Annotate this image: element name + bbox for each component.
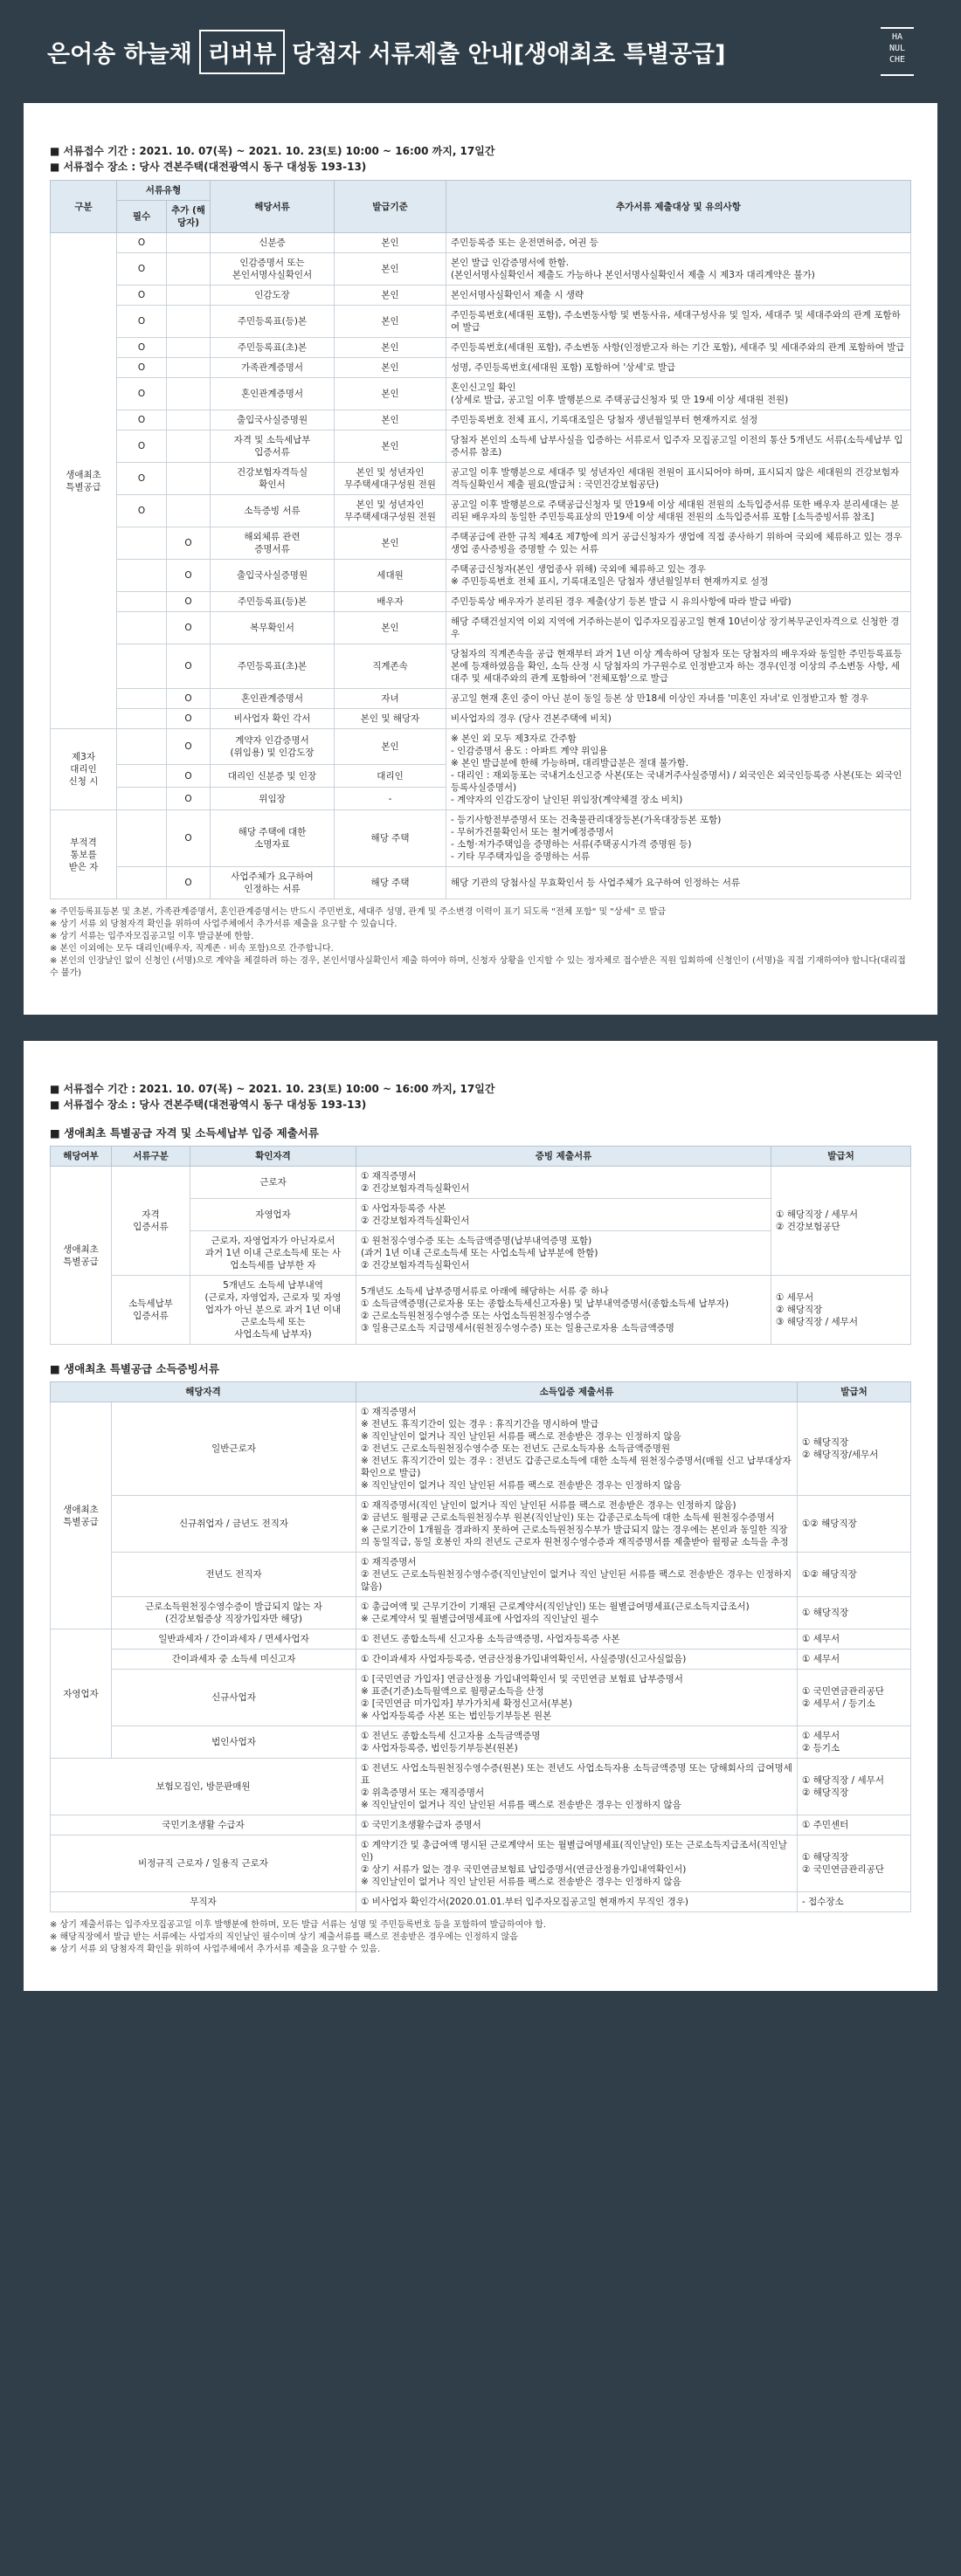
issuer: ① 주민센터	[798, 1815, 911, 1836]
note-line: ※ 상기 서류는 입주자모집공고일 이후 발급분에 한함.	[50, 932, 254, 941]
col-doc-category: 서류구분	[112, 1147, 190, 1167]
document-name: 주민등록표(등)본	[211, 592, 335, 612]
table-row	[51, 1402, 911, 1496]
income-docs: ① 전년도 사업소득원천징수영수증(원본) 또는 전년도 사업소득자용 소득금액증명 또는 당해회사의 급여명세표 ② 위촉증명서 또는 재직증명서 ※ 직인날인이 없거나 직인 날인된 서류를 팩스로 전송받은 경우는 인정하지 않음	[356, 1759, 798, 1815]
issue-basis: 본인 및 성년자인 무주택세대구성원 전원	[335, 463, 446, 495]
required-mark: O	[117, 358, 167, 378]
document-note: 주민등록번호 전체 표시, 기록대조일은 당첨자 생년월일부터 현재까지로 설정	[446, 410, 911, 430]
col-document: 해당서류	[211, 181, 335, 233]
section-required-documents	[24, 103, 937, 1015]
document-note: 해당 기관의 당첨사실 무효확인서 등 사업주체가 요구하여 인정하는 서류	[446, 867, 911, 899]
issue-basis: 본인	[335, 233, 446, 253]
issuer: ① 세무서	[798, 1650, 911, 1670]
income-docs: ① 재직증명서(직인 날인이 없거나 직인 날인된 서류를 팩스로 전송받은 경우는 인정하지 않음) ② 금년도 월평균 근로소득원천징수부 원본(직인날인) 또는 갑종근로소득에 대한 소득세 원천징수증명서 ※ 근로기간이 1개월을 경과하지 못하여 근로소득원천징수부가 발급되지 않는 경우에는 본인과 동일한 직장의 동일직급, 동일 호봉인 자의 전년도 근로자 원천징수영수증과 재직증명서를 제출받아 월평균 소득을 추정	[356, 1496, 798, 1553]
required-mark: O	[117, 430, 167, 463]
issue-basis: 세대원	[335, 560, 446, 592]
document-note: 공고일 이후 발행분으로 주택공급신청자 및 만19세 이상 세대원 전원의 소득입증서류 또한 배우자 분리세대는 분리된 배우자의 동일한 주민등록표상의 만19세 이상 세대원 전원의 소득입증서류 포함 [소득증빙서류 참조]	[446, 495, 911, 527]
issue-basis: -	[335, 788, 446, 810]
issue-basis: 본인	[335, 338, 446, 358]
col-notes: 추가서류 제출대상 및 유의사항	[446, 181, 911, 233]
issue-basis: 자녀	[335, 689, 446, 709]
issuer: - 접수장소	[798, 1892, 911, 1912]
required-mark	[117, 560, 167, 592]
qualification: 근로소득원천징수영수증이 발급되지 않는 자 (건강보험증상 직장가입자만 해당)	[112, 1597, 356, 1629]
issue-basis: 직계존속	[335, 644, 446, 689]
document-note: 주택공급에 관한 규칙 제4조 제7항에 의거 공급신청자가 생업에 직접 종사하기 위하여 국외에 체류하고 있는 경우 생업 종사증빙을 증명할 수 있는 서류	[446, 527, 911, 560]
issue-basis: 본인	[335, 378, 446, 410]
additional-mark: O	[167, 709, 211, 729]
qualification-table	[50, 1146, 911, 1345]
required-mark: O	[117, 286, 167, 306]
issue-basis: 본인	[335, 306, 446, 338]
document-note: 주민등록상 배우자가 분리된 경우 제출(상기 등본 발급 시 유의사항에 따라 발급 바람)	[446, 592, 911, 612]
table-row	[51, 286, 911, 306]
table-row	[51, 709, 911, 729]
issue-basis: 해당 주택	[335, 867, 446, 899]
qualification: 법인사업자	[112, 1726, 356, 1759]
document-note: 주민등록번호(세대원 포함), 주소변동 사항(인정받고자 하는 기간 포함), 세대주 및 세대주와의 관계 포함하여 발급	[446, 338, 911, 358]
document-note: ※ 본인 외 모두 제3자로 간주함 - 인감증명서 용도 : 아파트 계약 위임용 ※ 본인 발급분에 한해 가능하며, 대리발급분은 절대 불가함. - 대리인 : 재외동포는 국내거소신고증 사본(또는 국내거주사실증명서) / 외국인은 외국인등록증 사본(또는 외국인등록사실증명서) - 계약자의 인감도장이 날인된 위임장(계약체결 장소 비치)	[446, 729, 911, 810]
section-income-documents	[24, 1041, 937, 1991]
required-mark	[117, 612, 167, 644]
title-boxed-word: 리버뷰	[199, 30, 285, 74]
required-mark: O	[117, 253, 167, 286]
additional-mark: O	[167, 644, 211, 689]
table-row	[51, 1496, 911, 1553]
document-name: 사업주체가 요구하여 인정하는 서류	[211, 867, 335, 899]
group-label: 생애최초 특별공급	[51, 233, 117, 729]
table-row	[51, 338, 911, 358]
document-note: 주택공급신청자(본인 생업종사 위해) 국외에 체류하고 있는 경우 ※ 주민등록번호 전체 표시, 기록대조일은 당첨자 생년월일부터 현재까지로 설정	[446, 560, 911, 592]
required-mark: O	[117, 463, 167, 495]
required-mark	[117, 527, 167, 560]
table-row	[51, 1815, 911, 1836]
col-proof-docs: 증빙 제출서류	[356, 1147, 771, 1167]
document-name: 건강보험자격득실 확인서	[211, 463, 335, 495]
issue-basis: 본인	[335, 358, 446, 378]
additional-mark	[167, 253, 211, 286]
qualification: 전년도 전직자	[112, 1553, 356, 1597]
issuer: ① 국민연금관리공단 ② 세무서 / 등기소	[798, 1670, 911, 1726]
issuer: ① 해당직장 ② 해당직장/세무서	[798, 1402, 911, 1496]
qualification: 자영업자	[190, 1199, 356, 1231]
additional-mark	[167, 306, 211, 338]
table-row	[51, 1553, 911, 1597]
note-line: ※ 상기 서류 외 당첨자격 확인을 위하여 사업주체에서 추가서류 제출을 요구할 수 있습니다.	[50, 920, 398, 929]
required-mark	[117, 810, 167, 867]
table-row	[51, 233, 911, 253]
income-docs: ① 국민기초생활수급자 증명서	[356, 1815, 798, 1836]
issuer: ① 해당직장 / 세무서 ② 건강보험공단	[771, 1167, 911, 1276]
table-header-row	[51, 1382, 911, 1402]
document-name: 위임장	[211, 788, 335, 810]
table-row	[51, 729, 911, 765]
table-row	[51, 378, 911, 410]
proof-docs: ① 사업자등록증 사본 ② 건강보험자격득실확인서	[356, 1199, 771, 1231]
qualification: 보험모집인, 방문판매원	[51, 1759, 356, 1815]
group-label: 생애최초 특별공급	[51, 1402, 112, 1629]
note-line: ※ 해당직장에서 발급 받는 서류에는 사업자의 직인날인 필수이며 상기 제출서류를 팩스로 전송받은 경우에는 인정하지 않음	[50, 1932, 518, 1942]
issue-basis: 본인	[335, 410, 446, 430]
brand-logo: HA NUL CHE	[881, 27, 914, 76]
additional-mark	[167, 358, 211, 378]
document-name: 소득증빙 서류	[211, 495, 335, 527]
additional-mark: O	[167, 612, 211, 644]
submission-place: ■ 서류접수 장소 : 당사 견본주택(대전광역시 동구 대성동 193-13)	[50, 161, 366, 173]
col-issue-basis: 발급기준	[335, 181, 446, 233]
note-line: ※ 상기 제출서류는 입주자모집공고일 이후 발행분에 한하며, 모든 발급 서류는 성명 및 주민등록번호 등을 포함하여 발급하여야 함.	[50, 1920, 546, 1930]
qualification: 신규취업자 / 금년도 전직자	[112, 1496, 356, 1553]
additional-mark: O	[167, 810, 211, 867]
issue-basis: 본인	[335, 286, 446, 306]
additional-mark: O	[167, 527, 211, 560]
qualification: 5개년도 소득세 납부내역 (근로자, 자영업자, 근로자 및 자영 업자가 아닌 분으로 과거 1년 이내 근로소득세 또는 사업소득세 납부자)	[190, 1276, 356, 1345]
table-row	[51, 1892, 911, 1912]
doc-category: 소득세납부 입증서류	[112, 1276, 190, 1345]
table-row	[51, 689, 911, 709]
table-row	[51, 463, 911, 495]
info-block	[50, 143, 911, 175]
subheading-qualification: ■ 생애최초 특별공급 자격 및 소득세납부 입증 제출서류	[50, 1125, 911, 1140]
col-issuer: 발급처	[798, 1382, 911, 1402]
required-mark	[117, 867, 167, 899]
additional-mark	[167, 463, 211, 495]
issue-basis: 본인	[335, 253, 446, 286]
col-qualification: 해당자격	[51, 1382, 356, 1402]
issue-basis: 본인 및 해당자	[335, 709, 446, 729]
additional-mark	[167, 430, 211, 463]
proof-docs: ① 원천징수영수증 또는 소득금액증명(납부내역증명 포함) (과거 1년 이내 근로소득세 또는 사업소득세 납부분에 한함) ② 건강보험자격득실확인서	[356, 1231, 771, 1276]
document-note: 주민등록번호(세대원 포함), 주소변동사항 및 변동사유, 세대구성사유 및 일자, 세대주 및 세대주와의 관계 포함하여 발급	[446, 306, 911, 338]
document-note: 비사업자의 경우 (당사 견본주택에 비치)	[446, 709, 911, 729]
table-row	[51, 358, 911, 378]
col-issuer: 발급처	[771, 1147, 911, 1167]
doc-category: 자격 입증서류	[112, 1167, 190, 1276]
document-name: 신분증	[211, 233, 335, 253]
submission-period: ■ 서류접수 기간 : 2021. 10. 07(목) ~ 2021. 10. 23(토) 10:00 ~ 16:00 까지, 17일간	[50, 1083, 494, 1095]
note-line: ※ 본인의 인장날인 없이 신청인 (서명)으로 계약을 체결하려 하는 경우, 본인서명사실확인서 제출 하여야 하며, 신청자 상황을 인지할 수 있는 정자체로 접수받은 직원 입회하에 신청인이 (서명)을 직접 기재하여야 합니다(대리접수 불가)	[50, 956, 906, 978]
document-name: 계약자 인감증명서 (위임용) 및 인감도장	[211, 729, 335, 765]
table-row	[51, 306, 911, 338]
title-prefix: 은어송 하늘채	[47, 40, 192, 68]
table-row	[51, 1650, 911, 1670]
issuer: ① 세무서	[798, 1629, 911, 1650]
income-docs: ① 재직증명서 ② 전년도 근로소득원천징수영수증(직인날인이 없거나 직인 날인된 서류를 팩스로 전송받은 경우는 인정하지 않음)	[356, 1553, 798, 1597]
income-docs: ① 비사업자 확인각서(2020.01.01.부터 입주자모집공고일 현재까지 무직인 경우)	[356, 1892, 798, 1912]
qualification: 신규사업자	[112, 1670, 356, 1726]
info-block	[50, 1081, 911, 1112]
col-required: 필수	[117, 201, 167, 233]
document-note: 본인 발급 인감증명서에 한함. (본인서명사실확인서 제출도 가능하나 본인서명사실확인서 제출 시 제3자 대리계약은 불가)	[446, 253, 911, 286]
document-name: 비사업자 확인 각서	[211, 709, 335, 729]
col-category: 구분	[51, 181, 117, 233]
income-docs: ① [국민연금 가입자] 연금산정용 가입내역확인서 및 국민연금 보험료 납부증명서 ※ 표준(기준)소득월액으로 월평균소득을 산정 ② [국민연금 미가입자] 부가가치세 확정신고서(부본) ※ 사업자등록증 사본 또는 법인등기부등본 원본	[356, 1670, 798, 1726]
additional-mark: O	[167, 867, 211, 899]
qualification: 일반과세자 / 간이과세자 / 면세사업자	[112, 1629, 356, 1650]
page-title	[47, 30, 725, 74]
document-name: 자격 및 소득세납부 입증서류	[211, 430, 335, 463]
document-note: 성명, 주민등록번호(세대원 포함) 포함하여 '상세'로 발급	[446, 358, 911, 378]
table-row	[51, 430, 911, 463]
table-row	[51, 1276, 911, 1345]
document-note: 공고일 현재 혼인 중이 아닌 분이 동일 등본 상 만18세 이상인 자녀를 '미혼인 자녀'로 인정받고자 할 경우	[446, 689, 911, 709]
required-mark: O	[117, 233, 167, 253]
qualification: 무직자	[51, 1892, 356, 1912]
required-mark	[117, 788, 167, 810]
proof-docs: 5개년도 소득세 납부증명서류로 아래에 해당하는 서류 중 하나 ① 소득금액증명(근로자용 또는 종합소득세신고자용) 및 납부내역증명서(종합소득세 납부자) ② 근로소득원천징수영수증 또는 사업소득원천징수영수증 ③ 일용근로소득 지급명세서(원천징수영수증) 또는 일용근로자용 소득금액증명	[356, 1276, 771, 1345]
qualification: 비정규직 근로자 / 일용직 근로자	[51, 1836, 356, 1892]
note-line: ※ 상기 서류 외 당첨자격 확인을 위하여 사업주체에서 추가서류 제출을 요구할 수 있음.	[50, 1945, 381, 1954]
document-name: 복무확인서	[211, 612, 335, 644]
notes-block	[50, 1919, 911, 1956]
issue-basis: 배우자	[335, 592, 446, 612]
required-mark: O	[117, 410, 167, 430]
document-note: 공고일 이후 발행분으로 세대주 및 성년자인 세대원 전원이 표시되어야 하며, 표시되지 않은 세대원의 건강보험자격득실확인서 제출 필요(발급처 : 국민건강보험공단)	[446, 463, 911, 495]
required-mark: O	[117, 338, 167, 358]
document-name: 혼인관계증명서	[211, 689, 335, 709]
document-note: 해당 주택건설지역 이외 지역에 거주하는분이 입주자모집공고일 현재 10년이상 장기복무군인자격으로 신청한 경우	[446, 612, 911, 644]
required-mark	[117, 644, 167, 689]
qualification: 근로자, 자영업자가 아닌자로서 과거 1년 이내 근로소득세 또는 사 업소득세를 납부한 자	[190, 1231, 356, 1276]
issue-basis: 대리인	[335, 765, 446, 788]
submission-period: ■ 서류접수 기간 : 2021. 10. 07(목) ~ 2021. 10. 23(토) 10:00 ~ 16:00 까지, 17일간	[50, 145, 494, 157]
document-name: 주민등록표(초)본	[211, 644, 335, 689]
table-row	[51, 1726, 911, 1759]
qualification: 국민기초생활 수급자	[51, 1815, 356, 1836]
document-note: 주민등록증 또는 운전면허증, 여권 등	[446, 233, 911, 253]
notes-block	[50, 906, 911, 980]
submission-place: ■ 서류접수 장소 : 당사 견본주택(대전광역시 동구 대성동 193-13)	[50, 1099, 366, 1111]
document-note: - 등기사항전부증명서 또는 건축물관리대장등본(가옥대장등본 포함) - 무허가건물확인서 또는 철거예정증명서 - 소형·저가주택임을 증명하는 서류(주택공시가격 증명원 등) - 기타 무주택자임을 증명하는 서류	[446, 810, 911, 867]
group-label: 제3자 대리인 신청 시	[51, 729, 117, 810]
document-name: 인감증명서 또는 본인서명사실확인서	[211, 253, 335, 286]
document-note: 당첨자의 직계존속을 공급 현재부터 과거 1년 이상 계속하여 당첨자 또는 당첨자의 배우자와 동일한 주민등록표등본에 등재하였음을 확인, 소득 산정 시 당첨자의 가구원수로 인정받고자 하는 경우(인정 이상의 주소변동 사항, 세대주 및 세대주와의 관계 포함하여 '전체포함'으로 발급	[446, 644, 911, 689]
col-qualification: 확인자격	[190, 1147, 356, 1167]
additional-mark: O	[167, 592, 211, 612]
qualification: 일반근로자	[112, 1402, 356, 1496]
income-docs: ① 재직증명서 ※ 전년도 휴직기간이 있는 경우 : 휴직기간을 명시하여 발급 ※ 직인날인이 없거나 직인 날인된 서류를 팩스로 전송받은 경우는 인정하지 않음 ② 전년도 근로소득원천징수영수증 또는 전년도 근로소득자용 소득금액증명원 ※ 전년도 휴직기간이 있는 경우 : 전년도 갑종근로소득에 대한 소득세 원천징수증명서(매월 신고 납부대상자확인으로 발급) ※ 직인날인이 없거나 직인 날인된 서류를 팩스로 전송받은 경우는 인정하지 않음	[356, 1402, 798, 1496]
additional-mark: O	[167, 689, 211, 709]
document-name: 출입국사실증명원	[211, 560, 335, 592]
table-row	[51, 867, 911, 899]
table-row	[51, 410, 911, 430]
document-name: 대리인 신분증 및 인장	[211, 765, 335, 788]
proof-docs: ① 재직증명서 ② 건강보험자격득실확인서	[356, 1167, 771, 1199]
additional-mark: O	[167, 788, 211, 810]
issue-basis: 해당 주택	[335, 810, 446, 867]
additional-mark: O	[167, 729, 211, 765]
qualification: 근로자	[190, 1167, 356, 1199]
col-applicable: 해당여부	[51, 1147, 112, 1167]
table-row	[51, 1597, 911, 1629]
additional-mark	[167, 410, 211, 430]
issuer: ① 세무서 ② 해당직장 ③ 해당직장 / 세무서	[771, 1276, 911, 1345]
document-note: 당첨자 본인의 소득세 납부사실을 입증하는 서류로서 입주자 모집공고일 이전의 통산 5개년도 서류(소득세납부 입증서류 참조)	[446, 430, 911, 463]
issuer: ①② 해당직장	[798, 1496, 911, 1553]
document-name: 혼인관계증명서	[211, 378, 335, 410]
col-income-docs: 소득입증 제출서류	[356, 1382, 798, 1402]
issue-basis: 본인	[335, 430, 446, 463]
issuer: ① 해당직장 / 세무서 ② 해당직장	[798, 1759, 911, 1815]
required-mark	[117, 765, 167, 788]
issuer: ① 세무서 ② 등기소	[798, 1726, 911, 1759]
income-docs: ① 계약기간 및 총급여액 명시된 근로계약서 또는 월별급여명세표(직인날인) 또는 근로소득지급조서(직인날인) ② 상기 서류가 없는 경우 국민연금보험료 납입증명서(연금산정용가입내역확인서) ※ 직인날인이 없거나 직인 날인된 서류를 팩스로 전송받은 경우는 인정하지 않음	[356, 1836, 798, 1892]
table-row	[51, 1167, 911, 1199]
col-additional: 추가 (해당자)	[167, 201, 211, 233]
issue-basis: 본인 및 성년자인 무주택세대구성원 전원	[335, 495, 446, 527]
table-row	[51, 495, 911, 527]
group-label: 부적격 통보를 받은 자	[51, 810, 117, 899]
table-row	[51, 592, 911, 612]
issue-basis: 본인	[335, 612, 446, 644]
required-mark	[117, 592, 167, 612]
subheading-income: ■ 생애최초 특별공급 소득증빙서류	[50, 1360, 911, 1376]
note-line: ※ 주민등록표등본 및 초본, 가족관계증명서, 혼인관계증명서는 반드시 주민번호, 세대주 성명, 관계 및 주소변경 이력이 표기 되도록 "전체 포함" 및 "상세" 로 발급	[50, 907, 667, 917]
issue-basis: 본인	[335, 729, 446, 765]
document-note: 혼인신고일 확인 (상세로 발급, 공고일 이후 발행분으로 주택공급신청자 및 만 19세 이상 세대원 전원)	[446, 378, 911, 410]
required-documents-table	[50, 180, 911, 899]
document-name: 인감도장	[211, 286, 335, 306]
page-header	[0, 0, 961, 103]
issue-basis: 본인	[335, 527, 446, 560]
additional-mark	[167, 378, 211, 410]
additional-mark	[167, 233, 211, 253]
required-mark	[117, 729, 167, 765]
additional-mark	[167, 338, 211, 358]
required-mark: O	[117, 306, 167, 338]
document-name: 해외체류 관련 증명서류	[211, 527, 335, 560]
document-name: 주민등록표(초)본	[211, 338, 335, 358]
income-docs: ① 전년도 종합소득세 신고자용 소득금액증명 ② 사업자등록증, 법인등기부등본(원본)	[356, 1726, 798, 1759]
table-row	[51, 253, 911, 286]
group-label: 자영업자	[51, 1629, 112, 1759]
table-row	[51, 612, 911, 644]
qualification: 간이과세자 중 소득세 미신고자	[112, 1650, 356, 1670]
additional-mark	[167, 286, 211, 306]
document-name: 주민등록표(등)본	[211, 306, 335, 338]
income-table	[50, 1381, 911, 1912]
issuer: ①② 해당직장	[798, 1553, 911, 1597]
required-mark	[117, 709, 167, 729]
required-mark: O	[117, 495, 167, 527]
table-row	[51, 527, 911, 560]
document-name: 가족관계증명서	[211, 358, 335, 378]
table-header-row	[51, 1147, 911, 1167]
table-row	[51, 1629, 911, 1650]
document-note: 본인서명사실확인서 제출 시 생략	[446, 286, 911, 306]
table-header-row	[51, 181, 911, 201]
table-row	[51, 1759, 911, 1815]
additional-mark: O	[167, 560, 211, 592]
issuer: ① 해당직장 ② 국민연금관리공단	[798, 1836, 911, 1892]
required-mark: O	[117, 378, 167, 410]
additional-mark	[167, 495, 211, 527]
table-row	[51, 644, 911, 689]
income-docs: ① 전년도 종합소득세 신고자용 소득금액증명, 사업자등록증 사본	[356, 1629, 798, 1650]
note-line: ※ 본인 이외에는 모두 대리인(배우자, 직계존 · 비속 포함)으로 간주합니다.	[50, 944, 334, 954]
income-docs: ① 총급여액 및 근무기간이 기재된 근로계약서(직인날인) 또는 월별급여명세표(근로소득지급조서) ※ 근로계약서 및 월별급여명세표에 사업자의 직인날인 필수	[356, 1597, 798, 1629]
document-name: 해당 주택에 대한 소명자료	[211, 810, 335, 867]
document-name: 출입국사실증명원	[211, 410, 335, 430]
title-suffix: 당첨자 서류제출 안내[생애최초 특별공급]	[292, 40, 726, 68]
additional-mark: O	[167, 765, 211, 788]
table-row	[51, 1670, 911, 1726]
issuer: ① 해당직장	[798, 1597, 911, 1629]
table-row	[51, 560, 911, 592]
income-docs: ① 간이과세자 사업자등록증, 연금산정용가입내역확인서, 사실증명(신고사실없음)	[356, 1650, 798, 1670]
table-row	[51, 810, 911, 867]
col-doc-type: 서류유형	[117, 181, 211, 201]
group-label: 생애최초 특별공급	[51, 1167, 112, 1345]
required-mark	[117, 689, 167, 709]
table-row	[51, 1836, 911, 1892]
